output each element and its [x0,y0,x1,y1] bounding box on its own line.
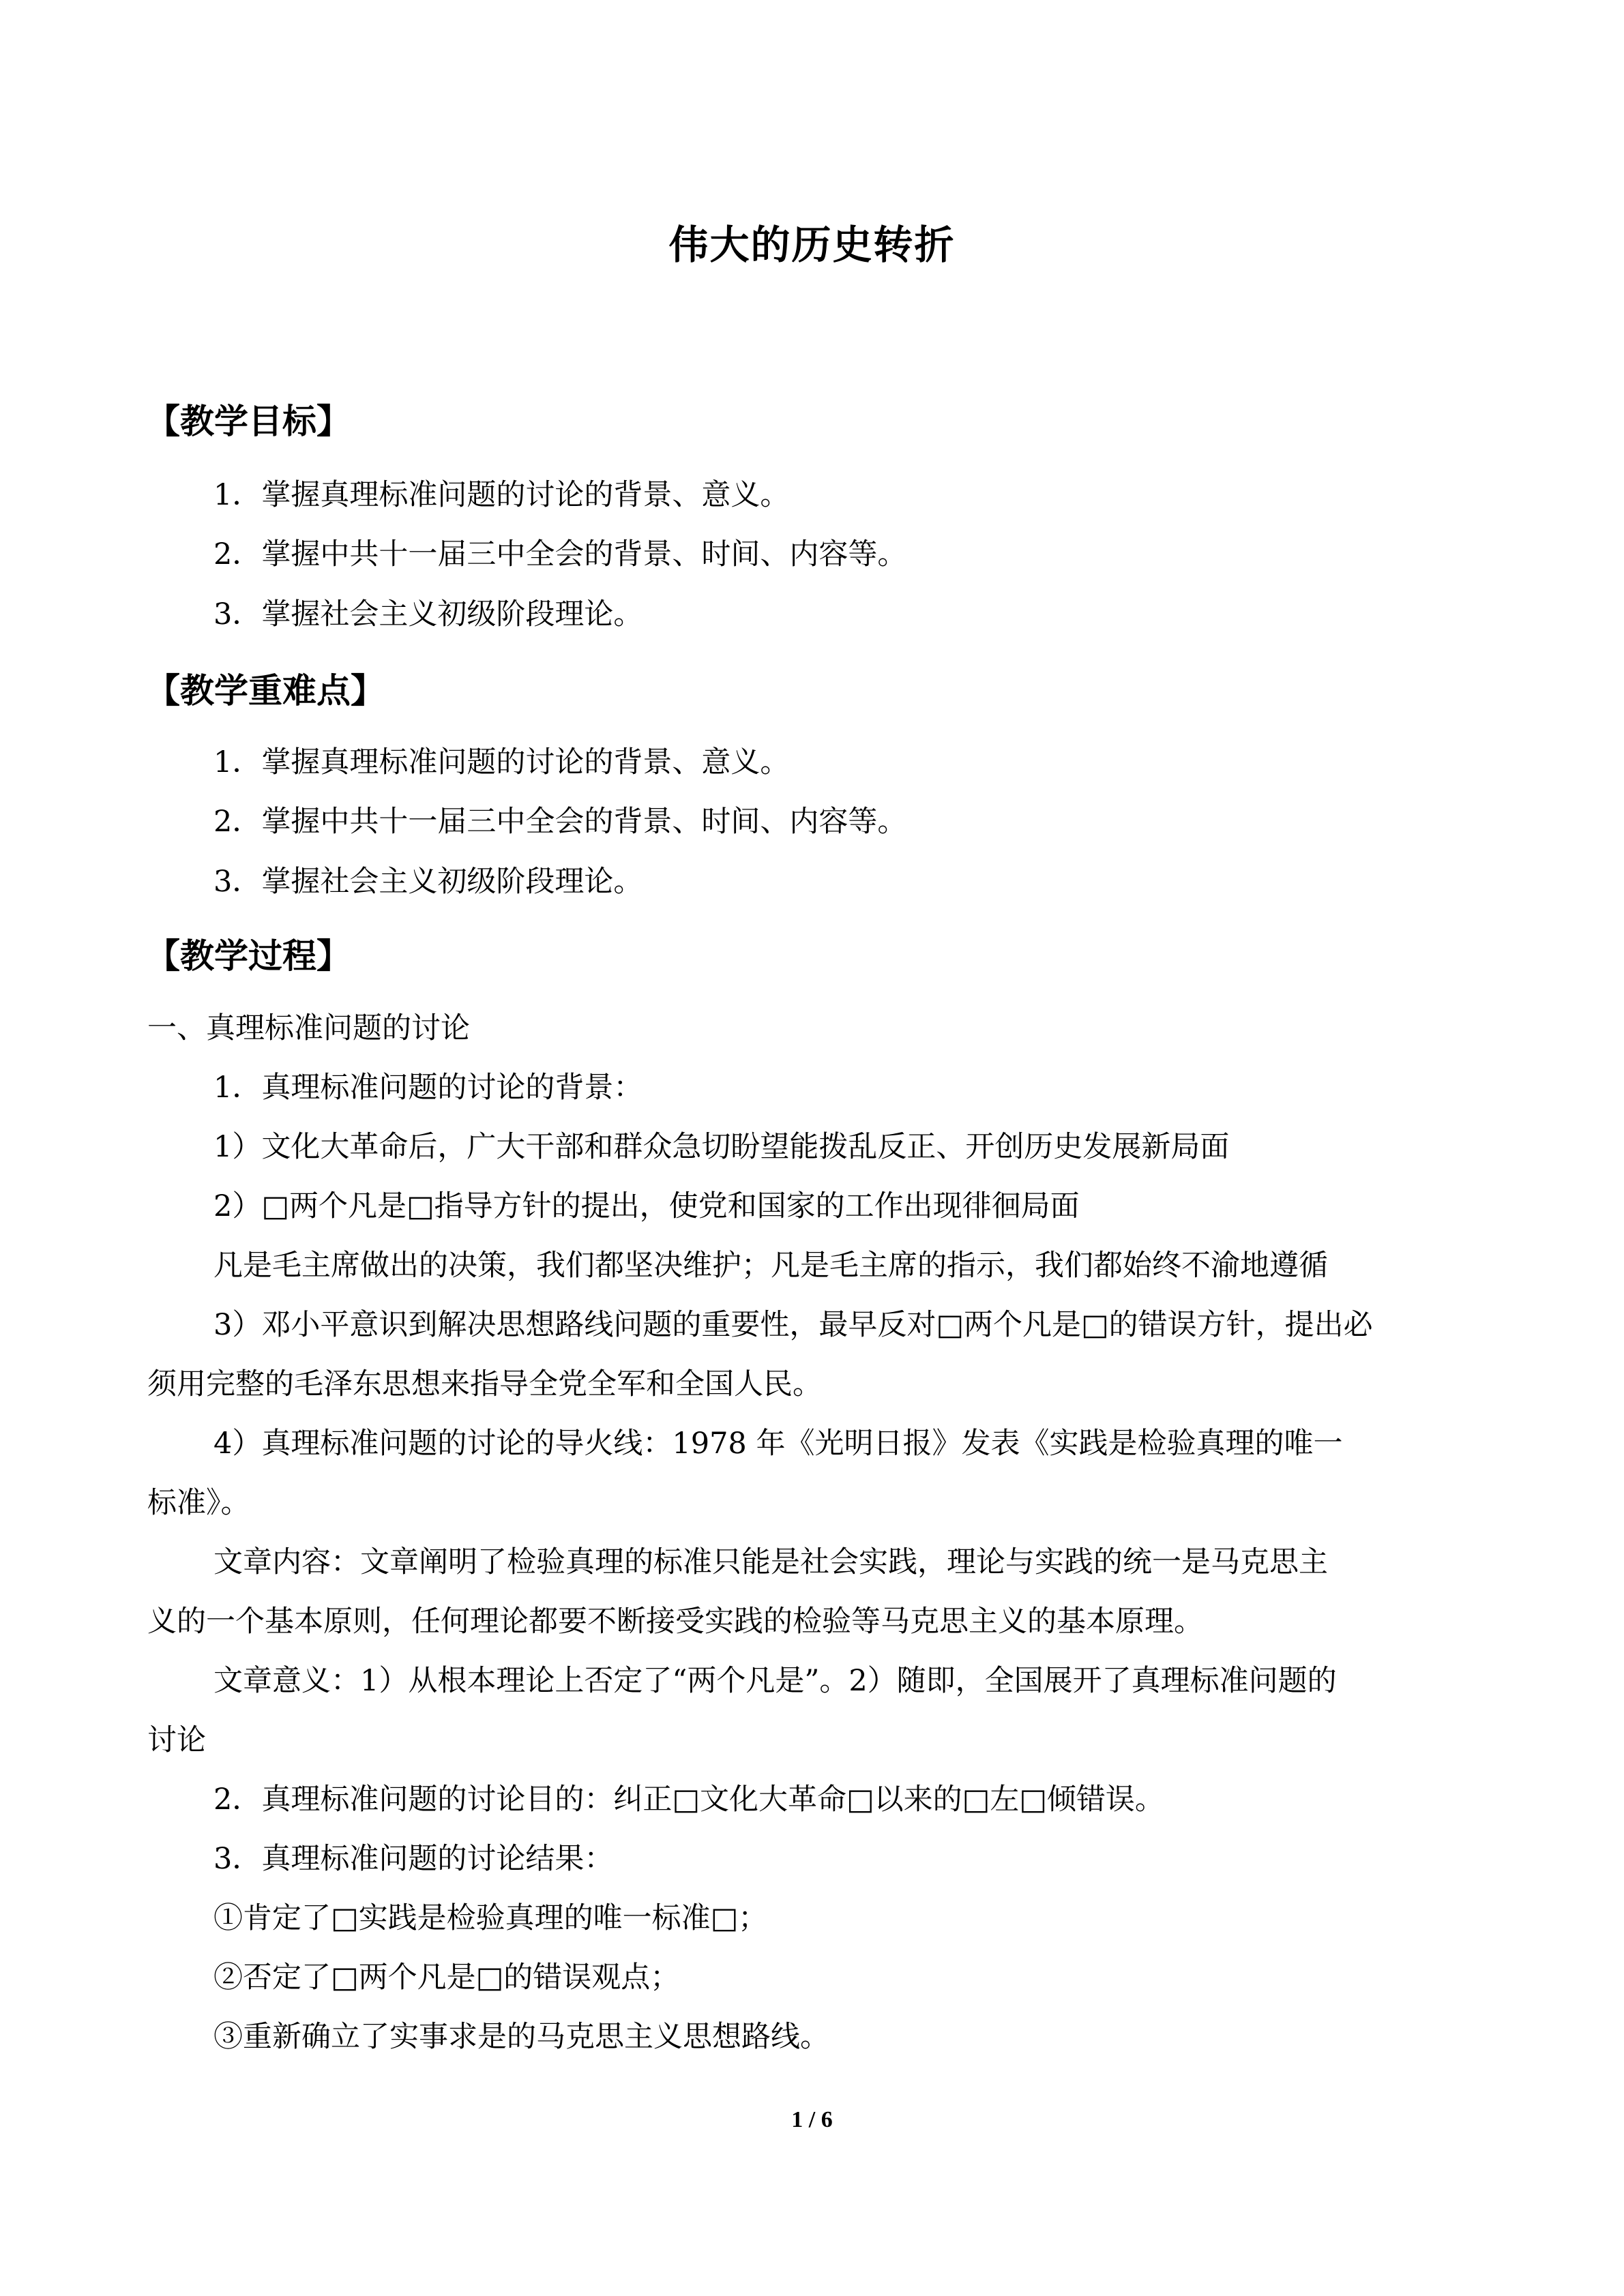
process-line-8: 4）真理标准问题的讨论的导火线：1978 年《光明日报》发表《实践是检验真理的唯一 [213,1427,1343,1461]
process-line-14: 2．真理标准问题的讨论目的：纠正□文化大革命□以来的□左□倾错误。 [213,1783,1164,1817]
goal-item-3: 3．掌握社会主义初级阶段理论。 [213,597,643,631]
process-line-9: 标准》。 [147,1486,250,1520]
process-line-3: 1）文化大革命后，广大干部和群众急切盼望能拨乱反正、开创历史发展新局面 [213,1130,1230,1164]
process-line-5: 凡是毛主席做出的决策，我们都坚决维护；凡是毛主席的指示，我们都始终不渝地遵循 [213,1249,1328,1283]
process-line-10: 文章内容：文章阐明了检验真理的标准只能是社会实践，理论与实践的统一是马克思主 [213,1545,1328,1579]
goal-item-1: 1．掌握真理标准问题的讨论的背景、意义。 [213,478,790,512]
process-line-12: 文章意义：1）从根本理论上否定了“两个凡是”。2）随即，全国展开了真理标准问题的 [213,1664,1337,1698]
goal-item-2: 2．掌握中共十一届三中全会的背景、时间、内容等。 [213,537,907,571]
process-line-6: 3）邓小平意识到解决思想路线问题的重要性，最早反对□两个凡是□的错误方针，提出必 [213,1308,1373,1342]
process-line-16: ①肯定了□实践是检验真理的唯一标准□； [213,1901,768,1935]
page-number: 1 / 6 [791,2107,833,2132]
process-line-13: 讨论 [147,1723,206,1757]
process-line-4: 2）□两个凡是□指导方针的提出，使党和国家的工作出现徘徊局面 [213,1189,1080,1223]
process-line-2: 1．真理标准问题的讨论的背景： [213,1071,643,1105]
section-heading-goals: 【教学目标】 [146,402,351,441]
key-point-item-3: 3．掌握社会主义初级阶段理论。 [213,865,643,899]
page-title: 伟大的历史转折 [668,222,956,268]
key-point-item-1: 1．掌握真理标准问题的讨论的背景、意义。 [213,745,790,779]
section-heading-key-points: 【教学重难点】 [146,671,385,711]
process-line-7: 须用完整的毛泽东思想来指导全党全军和全国人民。 [147,1367,822,1401]
process-line-15: 3．真理标准问题的讨论结果： [213,1842,614,1876]
key-point-item-2: 2．掌握中共十一届三中全会的背景、时间、内容等。 [213,805,907,839]
process-line-18: ③重新确立了实事求是的马克思主义思想路线。 [213,2020,829,2054]
process-line-11: 义的一个基本原则，任何理论都要不断接受实践的检验等马克思主义的基本原理。 [147,1605,1203,1639]
process-line-1: 一、真理标准问题的讨论 [147,1011,470,1045]
section-heading-process: 【教学过程】 [146,936,351,976]
process-line-17: ②否定了□两个凡是□的错误观点； [213,1960,680,1995]
